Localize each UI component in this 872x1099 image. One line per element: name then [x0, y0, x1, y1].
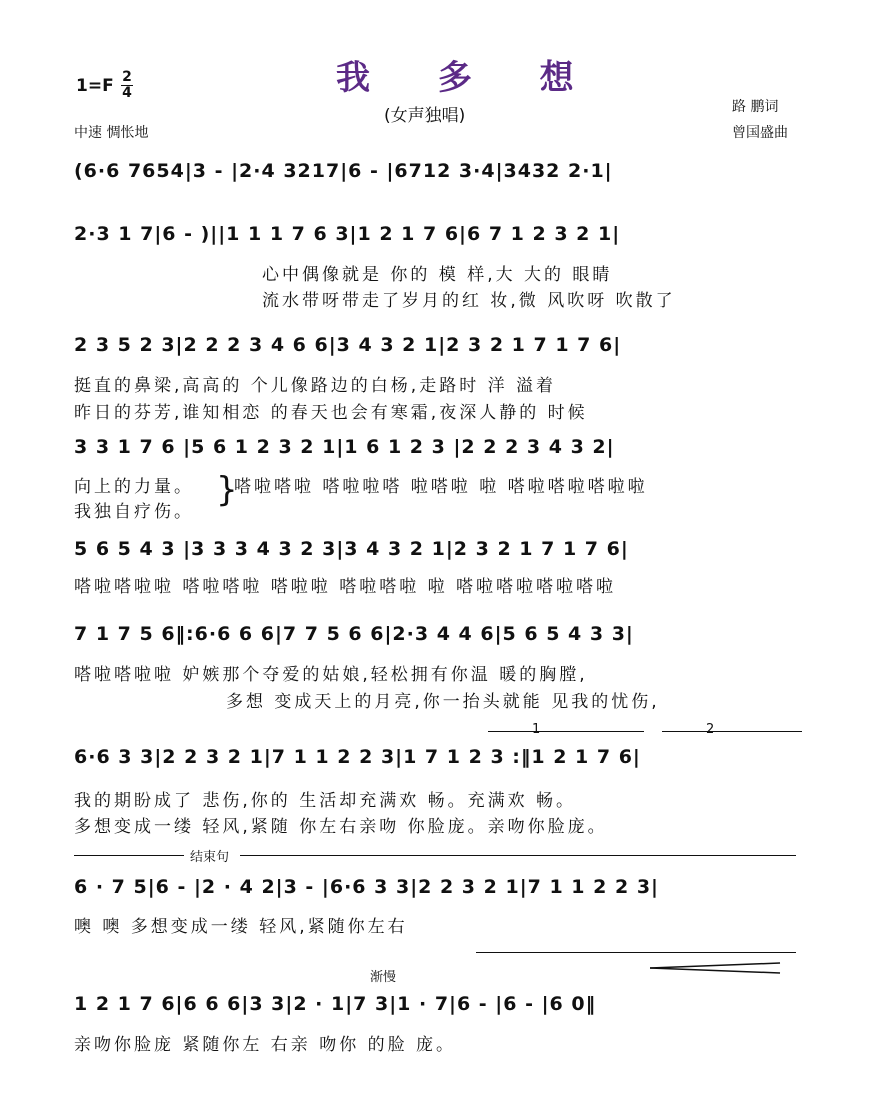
- notation-row-2: 2·3 1 7|6 - )||1 1 1 7 6 3|1 2 1 7 6|6 7 1 2 3 2 1|: [74, 223, 621, 245]
- time-signature-top: 2: [122, 69, 132, 85]
- song-title: 我 多 想: [336, 58, 602, 98]
- notation-row-8: 6 · 7 5|6 - |2 · 4 2|3 - |6·6 3 3|2 2 3 2 1|7 1 1 2 2 3|: [74, 876, 659, 898]
- song-subtitle: (女声独唱): [384, 106, 466, 126]
- lyricist-credit: 路 鹏词: [732, 99, 779, 115]
- volta-bracket-1: [488, 731, 644, 732]
- lyric-row-5: 嗒啦嗒啦啦 嗒啦嗒啦 嗒啦啦 嗒啦嗒啦 啦 嗒啦嗒啦嗒啦嗒啦: [74, 577, 617, 597]
- lyric-row-3-verse-2: 昨日的芬芳,谁知相恋 的春天也会有寒霜,夜深人静的 时候: [74, 403, 588, 423]
- lyric-row-6-verse-1: 嗒啦嗒啦啦 妒嫉那个夺爱的姑娘,轻松拥有你温 暖的胸膛,: [74, 665, 588, 685]
- lyric-row-7-verse-2: 多想变成一缕 轻风,紧随 你左右亲吻 你脸庞。亲吻你脸庞。: [74, 817, 608, 837]
- lyric-row-3-verse-1: 挺直的鼻梁,高高的 个儿像路边的白杨,走路时 洋 溢着: [74, 376, 557, 396]
- volta-2-label: 2: [706, 722, 715, 737]
- ending-rule-left: [74, 855, 184, 856]
- ending-label: 结束句: [190, 850, 230, 865]
- lyric-row-4-refrain: 嗒啦嗒啦 嗒啦啦嗒 啦嗒啦 啦 嗒啦嗒啦嗒啦啦: [234, 477, 648, 497]
- lyric-row-8: 噢 噢 多想变成一缕 轻风,紧随你左右: [74, 917, 408, 937]
- lyric-row-2-verse-2: 流水带呀带走了岁月的红 妆,微 风吹呀 吹散了: [262, 291, 676, 311]
- notation-row-5: 5 6 5 4 3 |3 3 3 4 3 2 3|3 4 3 2 1|2 3 2 1 7 1 7 6|: [74, 538, 629, 560]
- composer-credit: 曾国盛曲: [732, 125, 788, 141]
- lyric-row-4-verse-2: 我独自疗伤。: [74, 502, 194, 522]
- lyric-row-4-verse-1: 向上的力量。: [74, 477, 194, 497]
- lyric-row-9: 亲吻你脸庞 紧随你左 右亲 吻你 的脸 庞。: [74, 1035, 457, 1055]
- volta-bracket-2: [662, 731, 802, 732]
- lyric-row-7-verse-1: 我的期盼成了 悲伤,你的 生活却充满欢 畅。充满欢 畅。: [74, 791, 577, 811]
- lyric-row-2-verse-1: 心中偶像就是 你的 模 样,大 大的 眼睛: [262, 265, 613, 285]
- notation-row-7: 6·6 3 3|2 2 3 2 1|7 1 1 2 2 3|1 7 1 2 3 :‖1 2 1 7 6|: [74, 746, 641, 768]
- notation-row-9: 1 2 1 7 6|6 6 6|3 3|2 · 1|7 3|1 · 7|6 - |6 - |6 0‖: [74, 993, 597, 1015]
- notation-row-4: 3 3 1 7 6 |5 6 1 2 3 2 1|1 6 1 2 3 |2 2 2 3 4 3 2|: [74, 436, 615, 458]
- ritardando-label: 渐慢: [370, 970, 397, 985]
- decrescendo-icon: [650, 962, 790, 984]
- ending-rule-right: [240, 855, 796, 856]
- brace: }: [216, 470, 238, 510]
- ritardando-rule: [476, 952, 796, 953]
- notation-row-1: (6·6 7654|3 - |2·4 3217|6 - |6712 3·4|3432 2·1|: [74, 160, 613, 182]
- tempo-marking: 中速 惆怅地: [74, 125, 149, 141]
- volta-1-label: 1: [532, 722, 541, 737]
- key-signature: 1=F: [76, 76, 114, 96]
- notation-row-3: 2 3 5 2 3|2 2 2 3 4 6 6|3 4 3 2 1|2 3 2 1 7 1 7 6|: [74, 334, 622, 356]
- lyric-row-6-verse-2: 多想 变成天上的月亮,你一抬头就能 见我的忧伤,: [226, 692, 660, 712]
- time-signature-bottom: 4: [122, 85, 132, 101]
- time-signature: [121, 70, 133, 101]
- notation-row-6: 7 1 7 5 6‖:6·6 6 6|7 7 5 6 6|2·3 4 4 6|5 6 5 4 3 3|: [74, 623, 634, 645]
